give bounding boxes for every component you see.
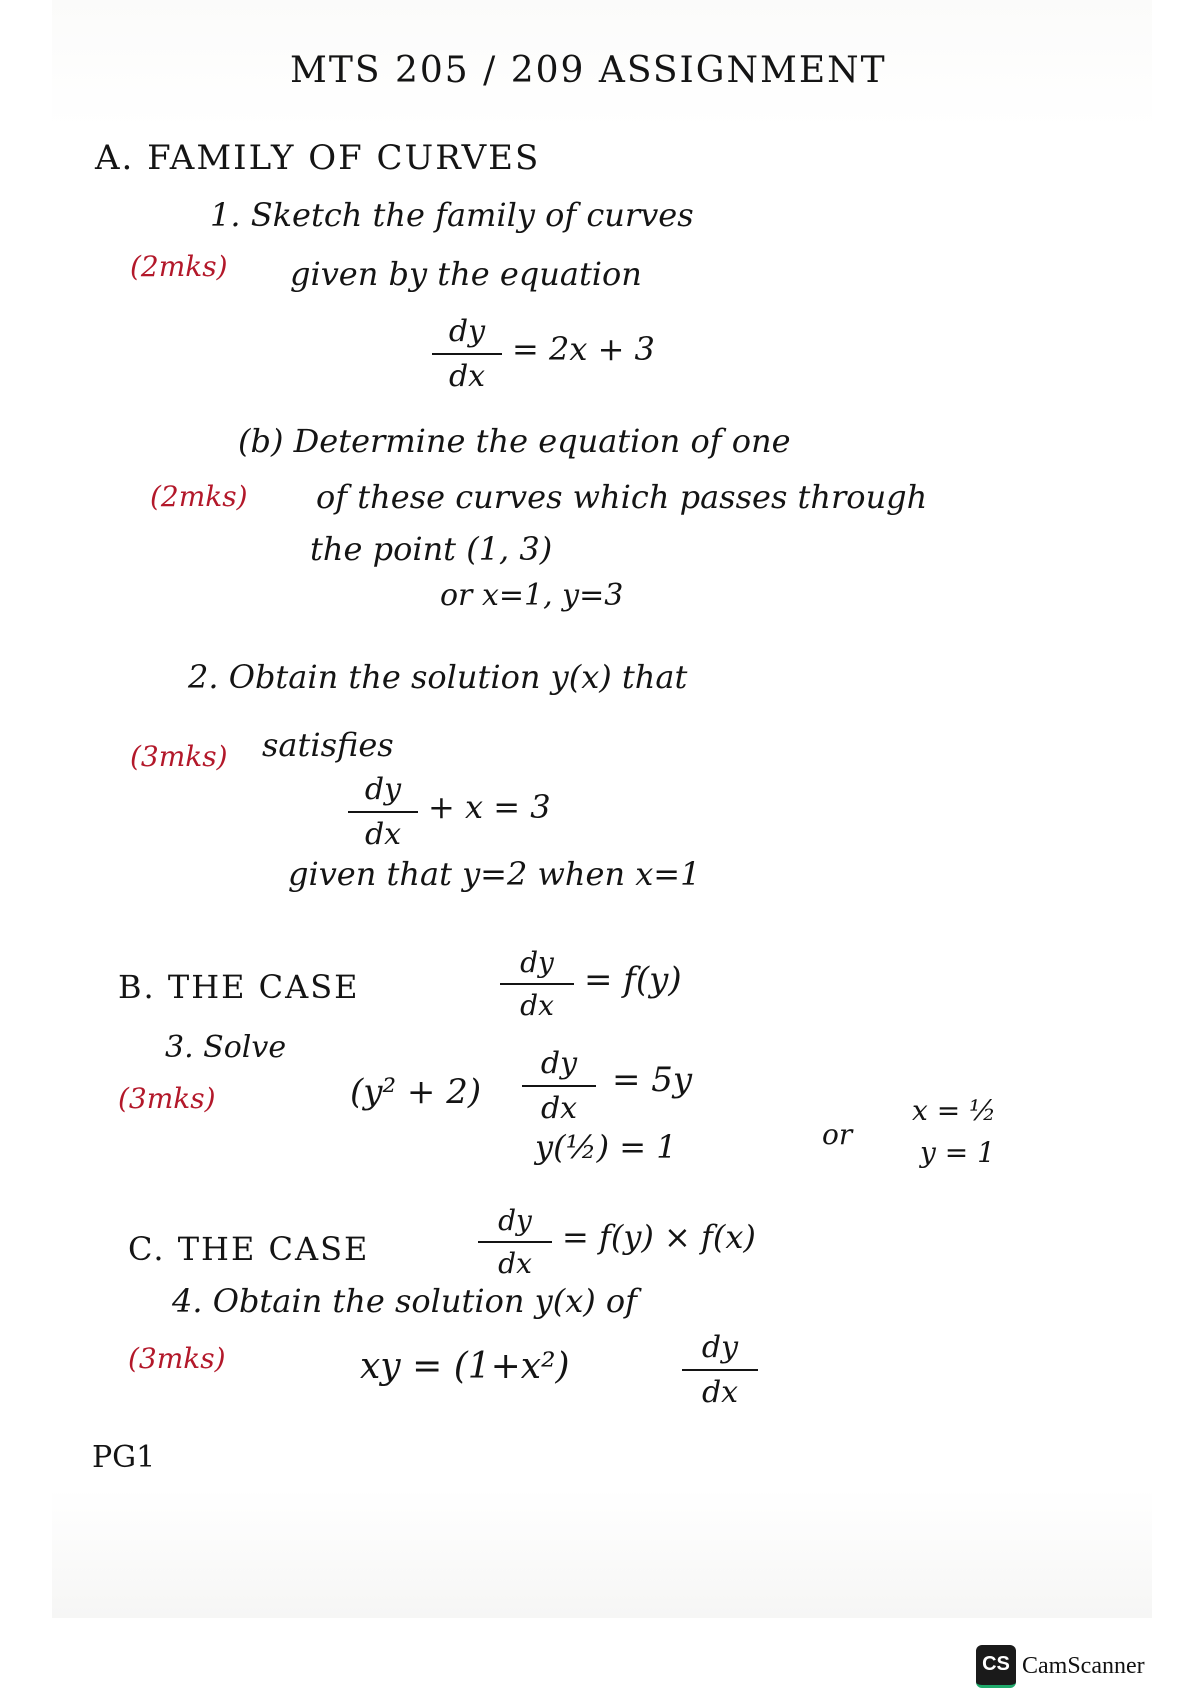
q2-text-line1: 2. Obtain the solution y(x) that: [188, 658, 688, 696]
section-c-derivative-fraction: [478, 1204, 552, 1280]
camscanner-logo-icon: CS: [976, 1645, 1016, 1688]
q4-equation-lhs: xy = (1+x²): [360, 1346, 570, 1387]
q4-marks: (3mks): [128, 1342, 226, 1375]
q4-fraction-bar: [682, 1369, 758, 1371]
section-c-fraction-bar: [478, 1241, 552, 1243]
q1-fraction-denominator: dx: [448, 359, 486, 394]
q1-derivative-fraction: [432, 314, 502, 394]
section-c-fraction-denominator: dx: [498, 1247, 532, 1280]
section-b-derivative-fraction: [500, 946, 574, 1022]
q3-or-text: or: [822, 1118, 853, 1151]
q1b-text-line3: the point (1, 3): [310, 530, 553, 568]
q4-derivative-fraction: [682, 1330, 758, 1410]
camscanner-wordmark: CamScanner: [1022, 1652, 1145, 1679]
q3-initial-condition: y(½) = 1: [535, 1128, 677, 1166]
q1-fraction-bar: [432, 353, 502, 355]
q3-marks: (3mks): [118, 1082, 216, 1115]
q1-fraction-numerator: dy: [448, 314, 486, 349]
section-c-fraction-numerator: dy: [498, 1204, 532, 1237]
q3-alt-condition-y: y = 1: [920, 1136, 995, 1169]
q2-fraction-bar: [348, 811, 418, 813]
q2-fraction-denominator: dx: [364, 817, 402, 852]
section-c-heading: C. THE CASE: [128, 1230, 370, 1268]
section-c-equation-rhs: = f(y) × f(x): [562, 1218, 756, 1256]
q3-equation-rhs: = 5y: [612, 1060, 693, 1100]
q3-derivative-fraction: [522, 1046, 596, 1126]
q2-text-line2: satisfies: [262, 726, 394, 764]
q2-equation-rhs: + x = 3: [428, 788, 551, 826]
q3-equation-lhs: (y² + 2): [350, 1072, 482, 1112]
q4-fraction-numerator: dy: [701, 1330, 739, 1365]
q4-text-line1: 4. Obtain the solution y(x) of: [172, 1282, 637, 1320]
section-b-fraction-denominator: dx: [520, 989, 554, 1022]
q2-fraction-numerator: dy: [364, 772, 402, 807]
section-b-fraction-numerator: dy: [520, 946, 554, 979]
q3-fraction-bar: [522, 1085, 596, 1087]
q1b-marks: (2mks): [150, 480, 248, 513]
section-b-heading: B. THE CASE: [118, 968, 360, 1006]
paper-sheet: [52, 0, 1152, 1618]
camscanner-watermark: [976, 1644, 1145, 1688]
q3-alt-condition-x: x = ½: [912, 1094, 997, 1127]
section-b-fraction-bar: [500, 983, 574, 985]
q4-fraction-denominator: dx: [701, 1375, 739, 1410]
page-number-label: PG1: [92, 1440, 156, 1475]
section-b-equation-rhs: = f(y): [584, 960, 682, 1000]
q3-fraction-denominator: dx: [540, 1091, 578, 1126]
section-a-heading: A. FAMILY OF CURVES: [95, 138, 541, 178]
q1b-text-line4: or x=1, y=3: [440, 578, 624, 613]
q1b-text-line2: of these curves which passes through: [316, 478, 928, 516]
page-title: MTS 205 / 209 ASSIGNMENT: [290, 50, 887, 91]
q2-text-line3: given that y=2 when x=1: [288, 855, 701, 893]
q3-fraction-numerator: dy: [540, 1046, 578, 1081]
q3-text-line1: 3. Solve: [165, 1030, 287, 1065]
q1-marks: (2mks): [130, 250, 228, 283]
q2-marks: (3mks): [130, 740, 228, 773]
q2-derivative-fraction: [348, 772, 418, 852]
q1-text-line2: given by the equation: [290, 255, 642, 293]
q1-text-line1: 1. Sketch the family of curves: [210, 196, 694, 234]
q1b-text-line1: (b) Determine the equation of one: [238, 422, 791, 460]
q1-equation-rhs: = 2x + 3: [512, 330, 655, 368]
